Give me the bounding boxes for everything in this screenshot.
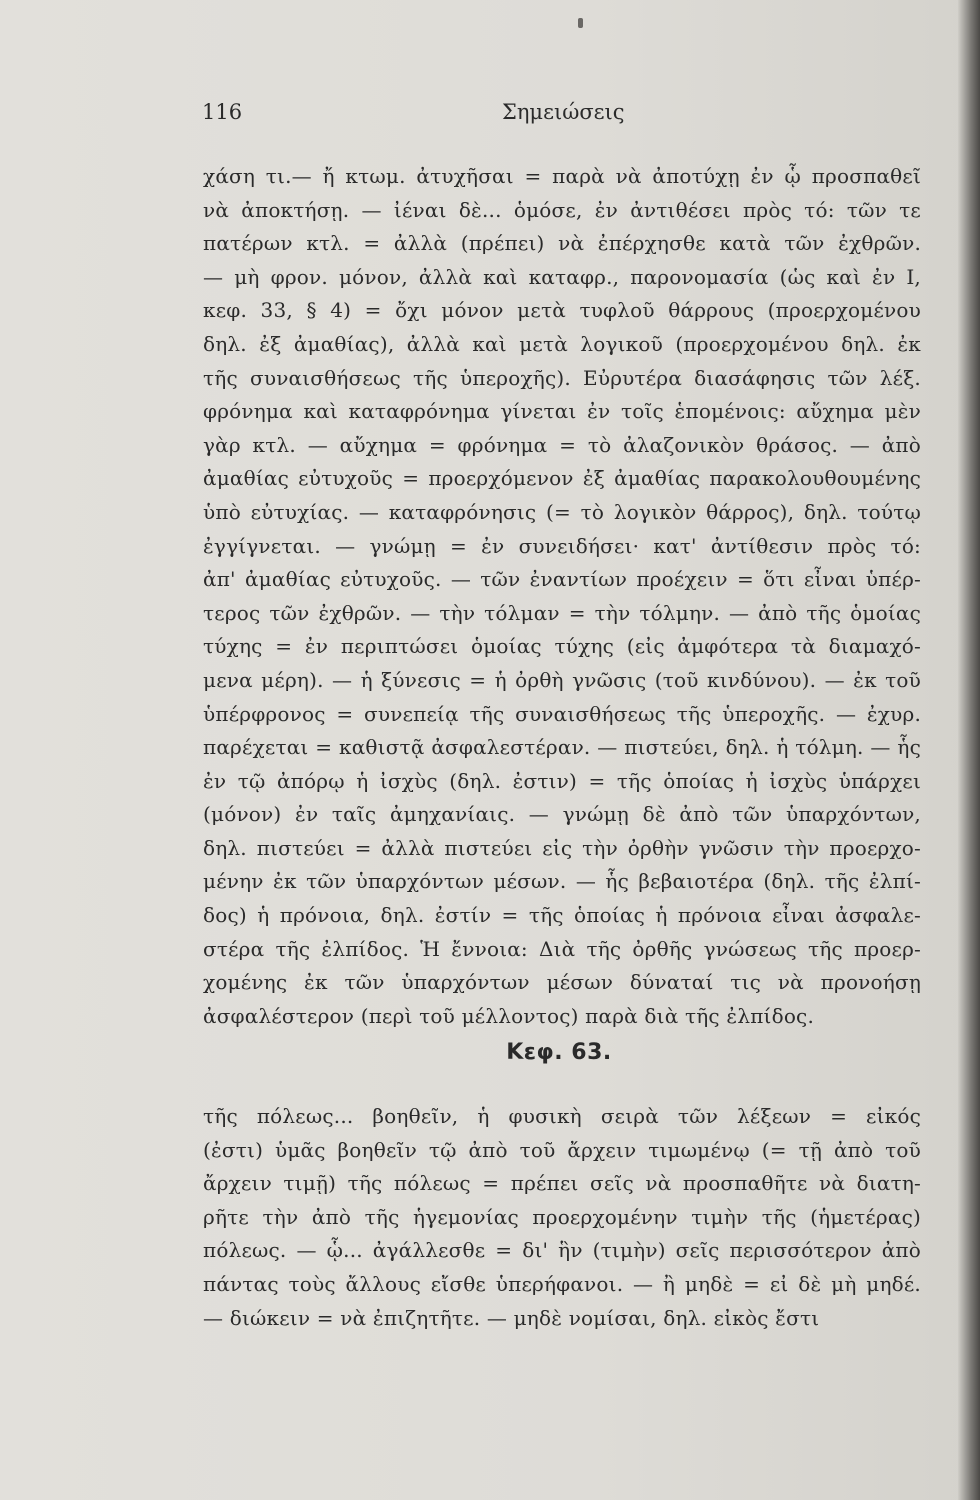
text-line: παρέχεται = καθιστᾷ ἀσφαλεστέραν. — πιστεύει, δηλ. ἡ τόλμη. — ἧς <box>203 735 921 760</box>
text-line: (μόνον) ἐν ταῖς ἀμηχανίαις. — γνώμῃ δὲ ἀπὸ τῶν ὑπαρχόντων, <box>203 802 921 827</box>
text-line: τῆς πόλεως... βοηθεῖν, ἡ φυσικὴ σειρὰ τῶν λέξεων = εἰκός <box>203 1104 921 1128</box>
text-line: (ἐστι) ὑμᾶς βοηθεῖν τῷ ἀπὸ τοῦ ἄρχειν τιμωμένῳ (= τῇ ἀπὸ τοῦ <box>203 1137 921 1162</box>
text-line: χομένης ἐκ τῶν ὑπαρχόντων μέσων δύναταί τις νὰ προνοήσῃ <box>203 970 921 995</box>
text-line: γὰρ κτλ. — αὔχημα = φρόνημα = τὸ ἀλαζονικὸν θράσος. — ἀπὸ <box>203 432 921 457</box>
text-line: πόλεως. — ᾧ... ἀγάλλεσθε = δι' ἣν (τιμὴν) σεῖς περισσότερον ἀπὸ <box>203 1238 921 1263</box>
text-line: ἄρχειν τιμῇ) τῆς πόλεως = πρέπει σεῖς νὰ προσπαθῆτε νὰ διατη- <box>203 1171 921 1196</box>
text-line: τερος τῶν ἐχθρῶν. — τὴν τόλμαν = τὴν τόλμην. — ἀπὸ τῆς ὁμοίας <box>203 600 921 625</box>
text-line: φρόνημα καὶ καταφρόνημα γίνεται ἐν τοῖς ἑπομένοις: αὔχημα μὲν <box>203 399 921 424</box>
page-number: 116 <box>202 100 243 124</box>
text-line: ὑπέρφρονος = συνεπείᾳ τῆς συναισθήσεως τῆς ὑπεροχῆς. — ἐχυρ. <box>203 701 921 726</box>
text-line: ὑπὸ εὐτυχίας. — καταφρόνησις (= τὸ λογικὸν θάρρος), δηλ. τούτῳ <box>203 499 921 524</box>
running-head <box>202 100 922 132</box>
text-line: — διώκειν = νὰ ἐπιζητῆτε. — μηδὲ νομίσαι, δηλ. εἰκὸς ἔστι <box>203 1305 820 1330</box>
text-line: δηλ. ἐξ ἀμαθίας), ἀλλὰ καὶ μετὰ λογικοῦ (προερχομένου δηλ. ἐκ <box>203 331 921 356</box>
text-line: — μὴ φρον. μόνον, ἀλλὰ καὶ καταφρ., παρονομασία (ὡς καὶ ἐν Ι, <box>203 264 921 289</box>
chapter-notes-text-block <box>203 1100 921 1335</box>
text-line: τῆς συναισθήσεως τῆς ὑπεροχῆς). Εὐρυτέρα διασάφησις τῶν λέξ. <box>203 365 921 390</box>
notes-text-block <box>203 160 921 1033</box>
text-line: ἐγγίγνεται. — γνώμῃ = ἐν συνειδήσει· κατ' ἀντίθεσιν πρὸς τό: <box>203 533 921 558</box>
text-line: δος) ἡ πρόνοια, δηλ. ἐστίν = τῆς ὁποίας ἡ πρόνοια εἶναι ἀσφαλε- <box>203 903 921 928</box>
text-line: ἀμαθίας εὐτυχοῦς = προερχόμενον ἐξ ἀμαθίας παρακολουθουμένης <box>203 466 921 491</box>
text-line: μένην ἐκ τῶν ὑπαρχόντων μέσων. — ἧς βεβαιοτέρα (δηλ. τῆς ἐλπί- <box>203 869 921 894</box>
text-line: πάντας τοὺς ἄλλους εἴσθε ὑπερήφανοι. — ἢ μηδὲ = εἰ δὲ μὴ μηδέ. <box>203 1271 921 1296</box>
text-line: ἀσφαλέστερον (περὶ τοῦ μέλλοντος) παρὰ διὰ τῆς ἐλπίδος. <box>203 1003 815 1028</box>
text-line: ρῆτε τὴν ἀπὸ τῆς ἡγεμονίας προερχομένην τιμὴν τῆς (ἡμετέρας) <box>203 1204 921 1229</box>
print-speck <box>578 18 583 28</box>
text-line: ἀπ' ἀμαθίας εὐτυχοῦς. — τῶν ἐναντίων προέχειν = ὅτι εἶναι ὑπέρ- <box>203 567 921 592</box>
text-line: μενα μέρη). — ἡ ξύνεσις = ἡ ὀρθὴ γνῶσις (τοῦ κινδύνου). — ἐκ τοῦ <box>203 667 921 692</box>
page-edge-shadow <box>958 0 980 1500</box>
text-line: τύχης = ἐν περιπτώσει ὁμοίας τύχης (εἰς ἀμφότερα τὰ διαμαχό- <box>203 634 921 659</box>
text-line: πατέρων κτλ. = ἀλλὰ (πρέπει) νὰ ἐπέρχησθε κατὰ τῶν ἐχθρῶν. <box>203 231 921 256</box>
text-line: στέρα τῆς ἐλπίδος. Ἡ ἔννοια: Διὰ τῆς ὀρθῆς γνώσεως τῆς προερ- <box>203 936 921 961</box>
text-line: κεφ. 33, § 4) = ὄχι μόνον μετὰ τυφλοῦ θάρρους (προερχομένου <box>203 298 921 323</box>
text-line: χάση τι.— ἤ κτωμ. ἀτυχῆσαι = παρὰ νὰ ἀποτύχῃ ἐν ᾧ προσπαθεῖ <box>203 164 921 188</box>
text-line: δηλ. πιστεύει = ἀλλὰ πιστεύει εἰς τὴν ὀρθὴν γνῶσιν τὴν προερχο- <box>203 835 921 860</box>
page-header-title: Σημειώσεις <box>502 100 625 124</box>
text-line: ἐν τῷ ἀπόρῳ ἡ ἰσχὺς (δηλ. ἐστιν) = τῆς ὁποίας ἡ ἰσχὺς ὑπάρχει <box>203 768 921 793</box>
chapter-heading: Κεφ. 63. <box>506 1040 612 1065</box>
text-line: νὰ ἀποκτήσῃ. — ἰέναι δὲ... ὁμόσε, ἐν ἀντιθέσει πρὸς τό: τῶν τε <box>203 197 921 222</box>
